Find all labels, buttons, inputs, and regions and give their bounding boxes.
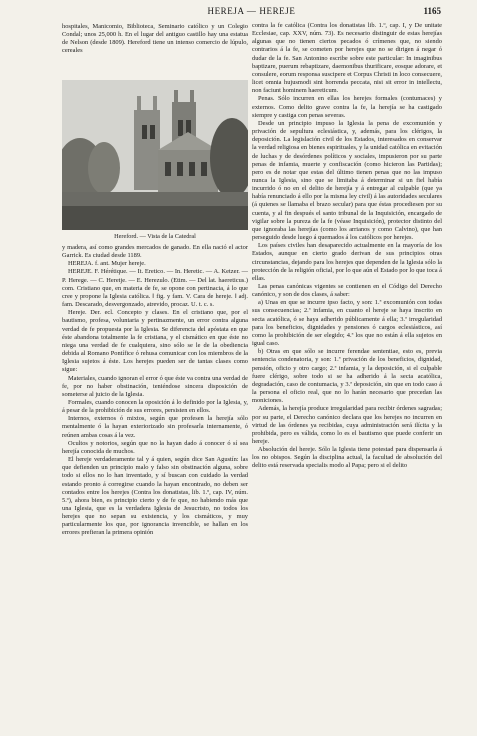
paragraph: Materiales, cuando ignoran el error ó que éste va contra una verdad de fe, por no haber obstinación, teniéndose sincera disposición de someterse al juicio de la Iglesia. (62, 374, 248, 398)
photo-caption: Hereford. — Vista de la Catedral (114, 233, 196, 240)
paragraph: HEREJE. F. Hérétique. — It. Eretico. — In. Heretic. — A. Ketzer. — P. Herege. — C. Heretje. — E. Herezulo. (Etim. — Del lat. haereticus.) com. Cristiano que, en materia de fe, se opone con pertinacia, á lo que cree y propone la Iglesia católica. ‖ fig. y fam. V. Cara de hereje. ‖ adj. fam. Descarado, desvergonzado, atrevido, procaz. U. t. c. s. (62, 268, 248, 309)
paragraph: Penas. Sólo incurren en ellas los herejes formales (contumaces) y externos. Como delito grave contra la fe, la herejía se ha castigado siempre y castiga con penas severas. (252, 95, 442, 119)
paragraph: El hereje verdaderamente tal y á quien, según dice San Agustín: las que defienden un principio malo y falso sin obstinación alguna, sobre todo si ellos no lo han inventado, y sí buscan con cuidado la verdad estando pronto á corregirse cuando la hayan encontrado, no deben ser contados entre los herejes (Contra los donatistas, lib. 1.º, cap. IV, núm. 5.º), ahora bien, es principio cierto y de fe que, no habiendo más que una Iglesia, que es la verdadera Iglesia de Jesucristo, no todos los herejes que no sepan su existencia, y los cismáticos, y muy particularmente los que, por ignorancia invencible, se hallan en los errores prefieran la primera opinión (62, 456, 248, 537)
right-column (252, 22, 442, 722)
cathedral-photo (62, 80, 248, 230)
paragraph: Las penas canónicas vigentes se contienen en el Código del Derecho canónico, y son de dos clases, á saber: (252, 283, 442, 299)
running-header (62, 6, 441, 20)
paragraph: Absolución del hereje. Sólo la Iglesia tiene potestad para dispensarla á los no obispos. Según la disciplina actual, la facultad de absolución del delito está reservada specialis modo al Papa; pero si el delito (252, 446, 442, 470)
left-column-top (62, 23, 248, 79)
paragraph: contra la fe católica (Contra los donatistas lib. 1.º, cap. I, y De unitate Ecclesiae, cap. XXV, núm. 73). Es necesario distinguir de estas herejías algunas que no tienen ciertos pecados ó crímenes que, no siendo contrarios á la fe, se cometen por herejes que no se dirigen á negar ó dudar de la fe. San Antonino escribe sobre este particular: In imaginibus baptizare, puerum rebaptizare, daemonibus thurificare, eosque adorare, et consulere, eorum responsa suscipere et Corpus Christi in loco consecuere, licet omnia hujusmodi sint horrenda peccata, nisi sit error in intellectu, non faciunt hominem haereticum. (252, 22, 442, 95)
paragraph: Hereje. Der. ecl. Concepto y clases. En el cristiano que, por el bautismo, profesa, voluntaria y pertinazmente, un error contra alguna verdad de fe propuesta por la Iglesia. Se diferencia del apóstata en que éste abandona totalmente la fe cristiana, y el cismático en que éste no niega una verdad de fe cualquiera, sino sólo se le de la obediencia debida al Romano Pontífice ó rehusa comunicar con los miembros de la Iglesia sujetos á éste. Los herejes pueden ser de tantas clases como sigue: (62, 309, 248, 374)
paragraph: Formales, cuando conocen la oposición á lo definido por la Iglesia, y, á pesar de la prohibición de sus errores, persisten en ellos. (62, 398, 248, 415)
paragraph: Desde un principio impuso la Iglesia la pena de excomunión y privación de sepultura eclesiástica, y, además, para los clérigos, la deposición. La legislación civil de los Estados, interesados en conservar la verdad religiosa en bienes espirituales, y la unidad católica en evitación de luchas y de desórdenes políticos y sociales, impusieron por su parte penas de infamia, muerte y confiscación (como hicieron las Partidas); pero es de notar que estas del último tienen penas que no las impuso nunca la Iglesia, sino que se limitaba á determinar si un fiel había incurrido ó no en el delito de herejía y á entregar al culpable (que ya había renunciado á ello por la misma ley civil) á las autoridades seculares (á quienes se llamaba el brazo secular) para que éstas procediesen por su cuenta, y al fin después el santo tribunal de la Inquisición, encargado de vigilar sobre la pureza de la fe (véase Inquisición), protector distinto del que ignoraba las herejías (como los arrianos y como Calvino), que han perseguido desde luego á quemados á los católicos por herejes. (252, 119, 442, 242)
paragraph: Además, la herejía produce irregularidad para recibir órdenes sagradas; por su parte, el Derecho canónico declara que los herejes no incurren en virtud de las órdenes ya recibidas, cuya administración será ilícita y la prohibida, pero es válida, como lo es el bautismo que puede conferir un hereje. (252, 405, 442, 445)
paragraph: y madera, así como grandes mercados de ganado. En ella nació el actor Garrick. Es ciudad desde 1189. (62, 244, 248, 260)
left-column-bottom (62, 244, 248, 730)
running-title: HEREJA — HEREJE (207, 6, 296, 16)
paragraph: HEREJA. f. ant. Mujer hereje. (68, 260, 146, 268)
paragraph: b) Otras en que sólo se incurre ferendae sententiae, esto es, previa sentencia condenatoria, y son: 1.ª privación de los beneficios, dignidad, pensión, oficio y otro cargo; 2.ª infamia, y la deposición, si el culpable fuere clérigo, sobre todo si se ha adherido á la secta acatólica, degradación, caso de contumacia, y 3.ª deposición, sin que en todo caso á la persona el oficio real, que no lo harán necesario que precedan las moniciones. (252, 348, 442, 405)
cathedral-illustration (62, 80, 248, 230)
paragraph: Los países civiles han desaparecido actualmente en la mayoría de los Estados, aunque en cierto grado derivan de sus principios otras circunstancias, dejando para los herejes que dependen de la Iglesia sólo la protección de la religión oficial, por lo que aún el Estado por lo que toca á ellas. (252, 242, 442, 282)
paragraph: Ocultos y notorios, según que no la hayan dado á conocer ó sí sea herejía conocida de muchos. (62, 439, 248, 455)
page-number: 1165 (423, 6, 441, 16)
paragraph: a) Unas en que se incurre ipso facto, y son: 1.ª excomunión con todas sus consecuencias; 2.ª infamia, en cuanto el hereje se haya inscrito en secta acatólica, ó se haya adherido públicamente á ella; 3.ª irregularidad para los beneficios, dignidades y pensiones ó cargos eclesiásticos, así como la prohibición de ser elegido; 4.ª los que no están á ella sujetos en igual caso. (252, 299, 442, 348)
paragraph: hospitales, Manicomio, Biblioteca, Seminario católico y un Colegio Condal; unos 25,000 h. En el lugar del antiguo castillo hay una estatua de Nelson (desde 1809). Hereford tiene un intenso comercio de lúpulo, cereales (62, 23, 248, 55)
paragraph: Internos, externos ó mixtos, según que profesen la herejía sólo mentalmente ó la hayan exteriorizado sin profesarla internamente, ó reúnen ambas cosas á la vez. (62, 415, 248, 439)
